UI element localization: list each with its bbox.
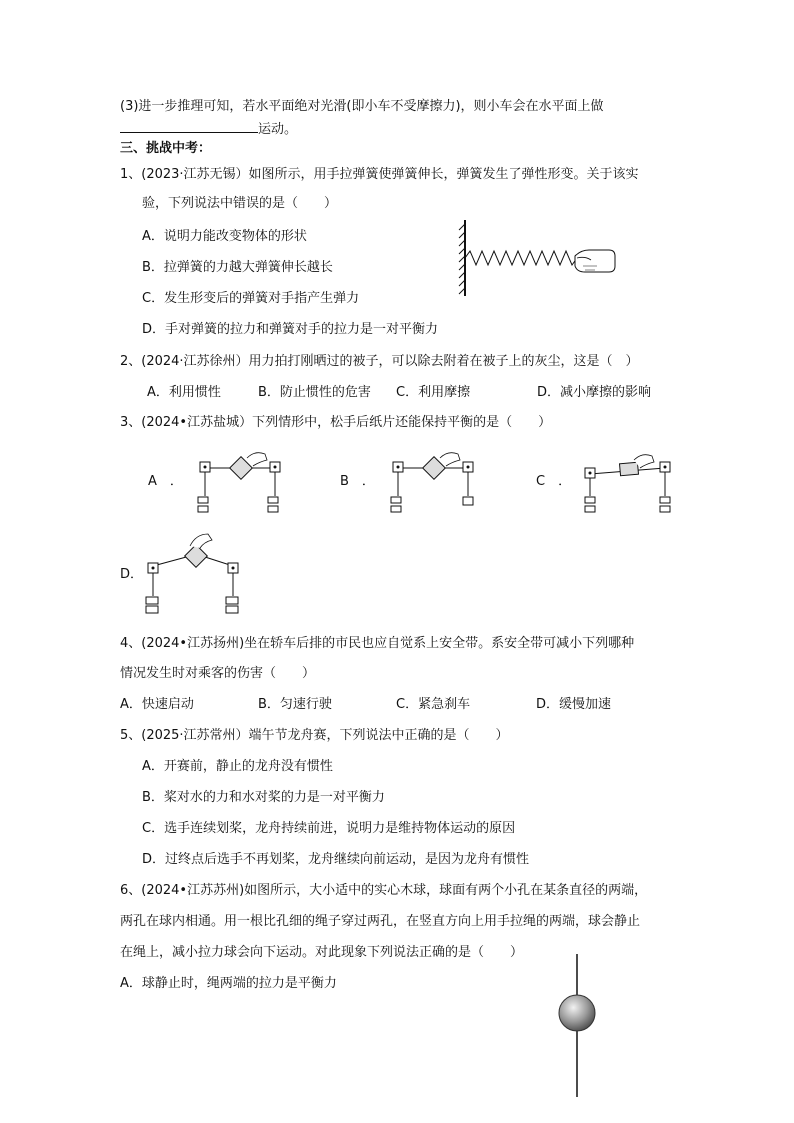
- q2-option-c[interactable]: C．利用摩擦: [396, 385, 471, 400]
- hand-icon: [247, 453, 267, 466]
- q5-option-a[interactable]: A．开赛前，静止的龙舟没有惯性: [142, 759, 333, 774]
- q4-option-b[interactable]: B．匀速行驶: [258, 697, 332, 712]
- q6-stem-line2: 两孔在球内相通。用一根比孔细的绳子穿过两孔，在竖直方向上用手拉绳的两端，球会静止: [120, 914, 641, 929]
- q4-option-d[interactable]: D．缓慢加速: [536, 697, 612, 712]
- q-prev-suffix: 运动。: [258, 122, 298, 137]
- q3-figure-b[interactable]: [388, 448, 483, 518]
- q3-figure-a[interactable]: [195, 448, 290, 518]
- q5-stem: 5、(2025·江苏常州）端午节龙舟赛，下列说法中正确的是（ ）: [120, 728, 509, 743]
- ball-on-rope-figure: [555, 952, 599, 1102]
- hand-icon: [190, 534, 212, 548]
- q-prev-line2: [120, 120, 297, 138]
- q1-stem-line2: 验，下列说法中错误的是（ ）: [142, 196, 338, 211]
- q1-option-a[interactable]: A．说明力能改变物体的形状: [142, 229, 307, 244]
- hand-icon: [440, 453, 460, 466]
- q3-option-d-label[interactable]: D．: [120, 567, 144, 582]
- q4-option-c[interactable]: C．紧急刹车: [396, 697, 471, 712]
- q-prev-line1: (3)进一步推理可知，若水平面绝对光滑(即小车不受摩擦力)，则小车会在水平面上做: [120, 99, 604, 114]
- wooden-ball: [559, 995, 595, 1031]
- q3-figure-d[interactable]: [140, 528, 250, 618]
- q3-stem: 3、(2024•江苏盐城）下列情形中，松手后纸片还能保持平衡的是（ ）: [120, 415, 552, 430]
- q1-stem-line1: 1、(2023·江苏无锡）如图所示，用手拉弹簧使弹簧伸长，弹簧发生了弹性形变。关于该实: [120, 167, 639, 182]
- q4-stem-line1: 4、(2024•江苏扬州)坐在轿车后排的市民也应自觉系上安全带。系安全带可减小下列哪种: [120, 636, 635, 651]
- answer-blank[interactable]: [120, 120, 258, 133]
- q5-option-c[interactable]: C．选手连续划桨，龙舟持续前进，说明力是维持物体运动的原因: [142, 821, 516, 836]
- q1-option-c[interactable]: C．发生形变后的弹簧对手指产生弹力: [142, 291, 360, 306]
- q1-option-b[interactable]: B．拉弹簧的力越大弹簧伸长越长: [142, 260, 333, 275]
- hand-icon: [575, 250, 615, 272]
- q6-stem-line3: 在绳上，减小拉力球会向下运动。对此现象下列说法正确的是（ ）: [120, 945, 524, 960]
- q4-option-a[interactable]: A．快速启动: [120, 697, 194, 712]
- q2-stem: 2、(2024·江苏徐州）用力拍打刚晒过的被子，可以除去附着在被子上的灰尘，这是（ ）: [120, 354, 639, 369]
- section-title: 三、挑战中考：: [120, 141, 212, 156]
- q3-option-a-label[interactable]: A ．: [148, 474, 183, 489]
- spring-figure: [455, 218, 625, 298]
- q2-option-b[interactable]: B．防止惯性的危害: [258, 385, 371, 400]
- q3-option-b-label[interactable]: B ．: [340, 474, 375, 489]
- q2-option-d[interactable]: D．减小摩擦的影响: [537, 385, 652, 400]
- q1-option-d[interactable]: D．手对弹簧的拉力和弹簧对手的拉力是一对平衡力: [142, 322, 439, 337]
- q4-stem-line2: 情况发生时对乘客的伤害（ ）: [120, 666, 316, 681]
- q5-option-d[interactable]: D．过终点后选手不再划桨，龙舟继续向前运动，是因为龙舟有惯性: [142, 852, 530, 867]
- q3-option-c-label[interactable]: C ．: [536, 474, 572, 489]
- q5-option-b[interactable]: B．桨对水的力和水对桨的力是一对平衡力: [142, 790, 385, 805]
- q6-stem-line1: 6、(2024•江苏苏州)如图所示，大小适中的实心木球，球面有两个小孔在某条直径的两端，: [120, 883, 648, 898]
- q2-option-a[interactable]: A．利用惯性: [147, 385, 221, 400]
- q3-figure-c[interactable]: [580, 448, 680, 518]
- q6-option-a[interactable]: A．球静止时，绳两端的拉力是平衡力: [120, 976, 337, 991]
